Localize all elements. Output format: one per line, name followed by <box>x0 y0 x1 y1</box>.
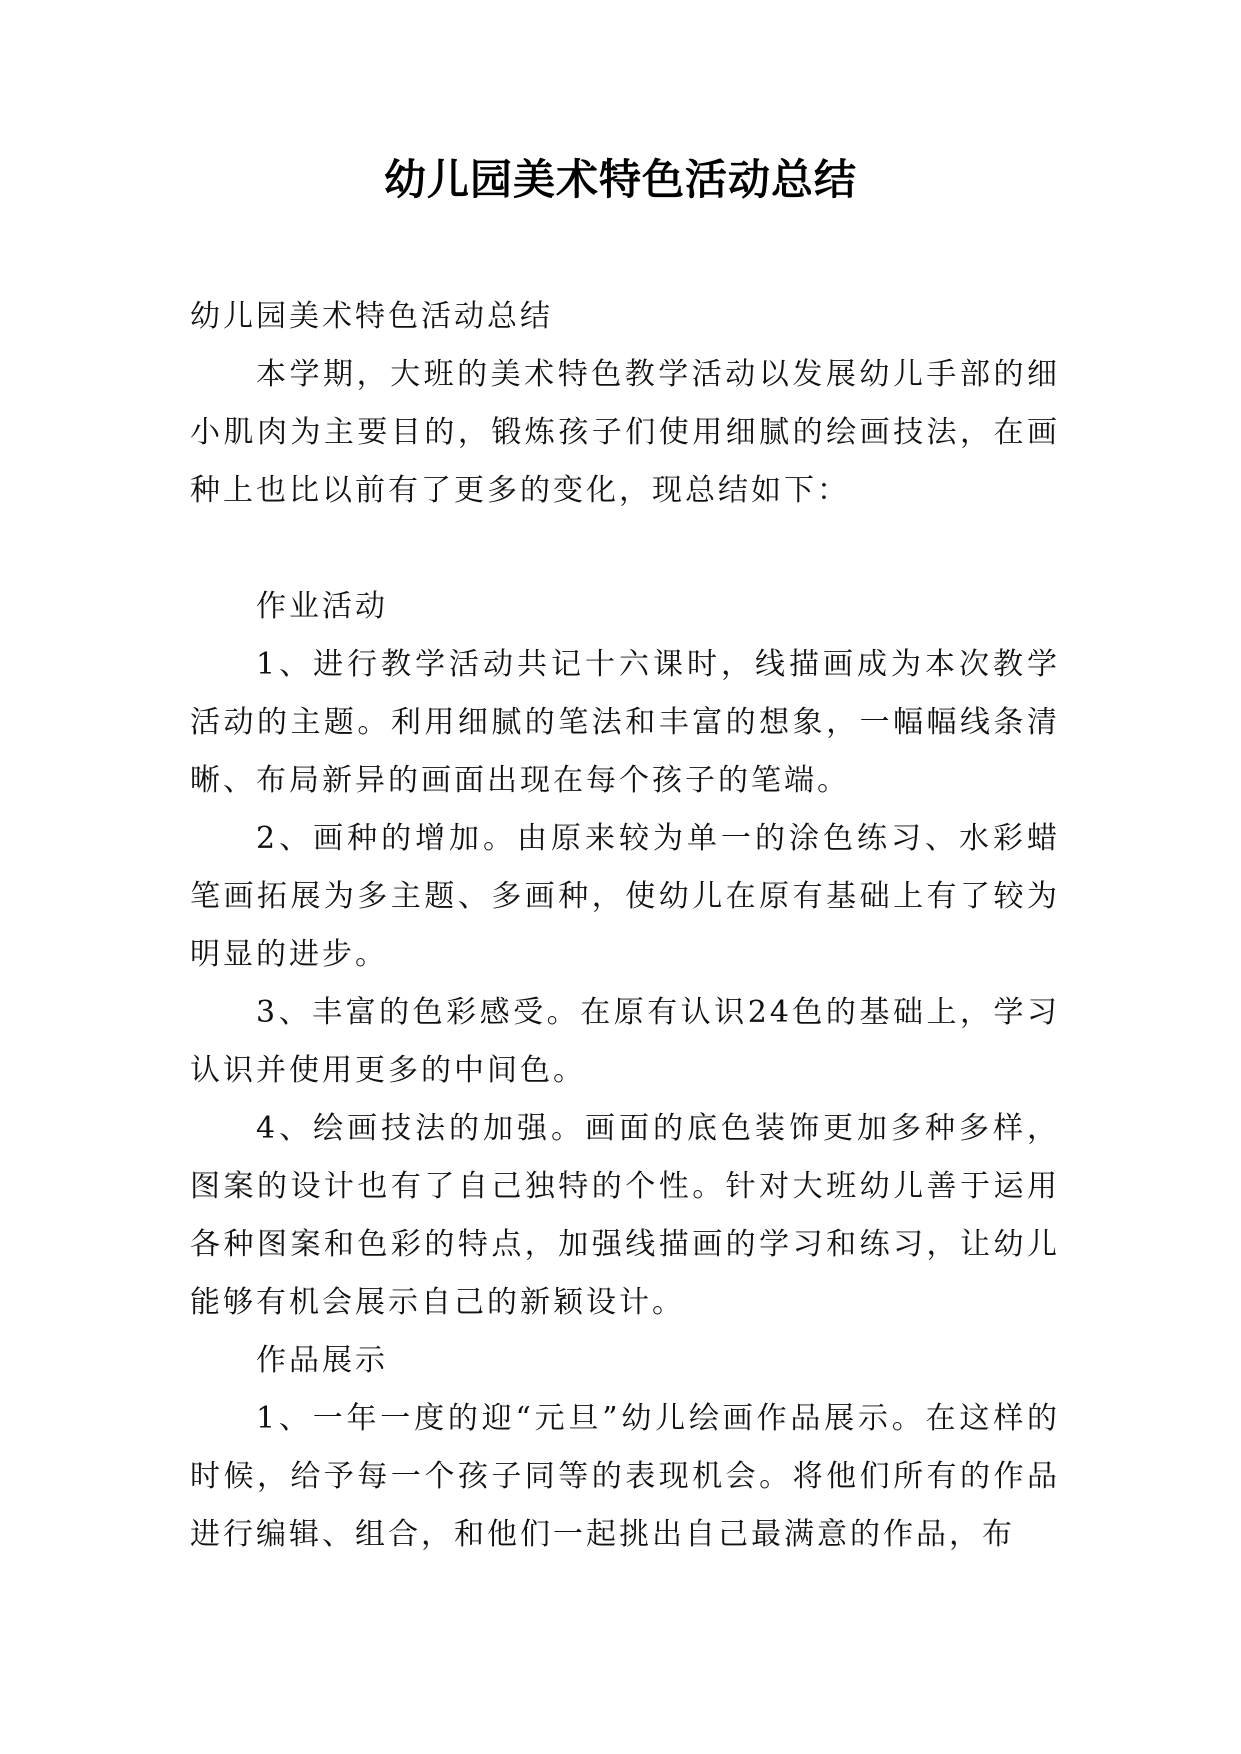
paragraph-spacer <box>190 520 1060 578</box>
activity-item-2: 2、画种的增加。由原来较为单一的涂色练习、水彩蜡笔画拓展为多主题、多画种，使幼儿在原有基础上有了较为明显的进步。 <box>190 821 1060 972</box>
activity-item-1: 1、进行教学活动共记十六课时，线描画成为本次教学活动的主题。利用细腻的笔法和丰富的想象，一幅幅线条清晰、布局新异的画面出现在每个孩子的笔端。 <box>190 647 1060 798</box>
exhibition-item-1: 1、一年一度的迎“元旦”幼儿绘画作品展示。在这样的时候，给予每一个孩子同等的表现机会。将他们所有的作品进行编辑、组合，和他们一起挑出自己最满意的作品，布 <box>190 1401 1060 1552</box>
intro-paragraph: 本学期，大班的美术特色教学活动以发展幼儿手部的细小肌肉为主要目的，锻炼孩子们使用细腻的绘画技法，在画种上也比以前有了更多的变化，现总结如下： <box>190 357 1060 508</box>
document-title: 幼儿园美术特色活动总结 <box>383 155 857 204</box>
document-body <box>190 288 1060 1564</box>
activity-item-3: 3、丰富的色彩感受。在原有认识24色的基础上，学习认识并使用更多的中间色。 <box>190 995 1060 1088</box>
activity-item-4: 4、绘画技法的加强。画面的底色装饰更加多种多样，图案的设计也有了自己独特的个性。针对大班幼儿善于运用各种图案和色彩的特点，加强线描画的学习和练习，让幼儿能够有机会展示自己的新颖设计。 <box>190 1111 1060 1320</box>
section-heading-activities: 作业活动 <box>256 589 388 624</box>
section-heading-exhibition: 作品展示 <box>256 1343 388 1378</box>
document-subtitle: 幼儿园美术特色活动总结 <box>190 299 553 334</box>
